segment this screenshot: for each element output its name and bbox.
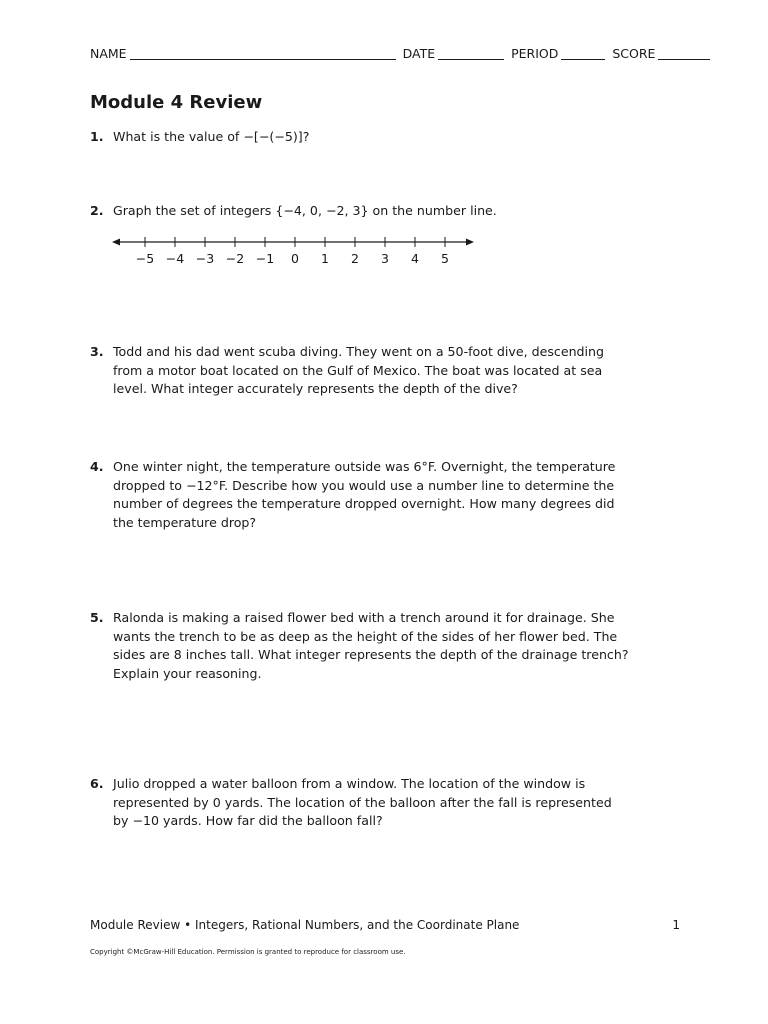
question-text: What is the value of −[−(−5)]? bbox=[113, 129, 310, 144]
name-label: NAME bbox=[90, 46, 127, 61]
question-number: 5. bbox=[90, 610, 104, 625]
number-line-tick-label: 1 bbox=[321, 251, 329, 266]
number-line-tick-label: −5 bbox=[135, 251, 155, 266]
period-blank[interactable] bbox=[561, 46, 605, 60]
question-3 bbox=[90, 343, 630, 399]
date-label: DATE bbox=[402, 46, 436, 61]
left-arrow-icon bbox=[112, 239, 120, 246]
number-line-tick-label: −2 bbox=[225, 251, 245, 266]
question-text: One winter night, the temperature outside was 6°F. Overnight, the temperature dropped to −12°F. Describe how you would use a number line to determine the number of degrees the temperature dropped overnight. How many degrees did the temperature drop? bbox=[113, 459, 616, 530]
number-line-tick-label: 4 bbox=[411, 251, 419, 266]
page-footer bbox=[90, 918, 680, 932]
question-number: 2. bbox=[90, 203, 104, 218]
number-line-tick-label: −1 bbox=[255, 251, 275, 266]
question-2 bbox=[90, 202, 630, 221]
question-number: 1. bbox=[90, 129, 104, 144]
number-line-tick-label: 3 bbox=[381, 251, 389, 266]
question-number: 4. bbox=[90, 459, 104, 474]
page-number: 1 bbox=[672, 918, 680, 932]
question-text: Todd and his dad went scuba diving. They went on a 50-foot dive, descending from a motor boat located on the Gulf of Mexico. The boat was located at sea level. What integer accurately represents the depth of the dive? bbox=[113, 344, 605, 396]
number-line-tick-label: 2 bbox=[351, 251, 359, 266]
period-label: PERIOD bbox=[511, 46, 559, 61]
question-text: Ralonda is making a raised flower bed with a trench around it for drainage. She wants the trench to be as deep as the height of the sides of her flower bed. The sides are 8 inches tall. What integer represents the depth of the drainage trench? Explain your reasoning. bbox=[113, 610, 629, 681]
number-line[interactable] bbox=[110, 232, 480, 268]
question-text: Julio dropped a water balloon from a window. The location of the window is represented by 0 yards. The location of the balloon after the fall is represented by −10 yards. How far did the balloon fall? bbox=[113, 776, 612, 828]
question-1 bbox=[90, 128, 630, 147]
question-number: 6. bbox=[90, 776, 104, 791]
question-4 bbox=[90, 458, 630, 532]
page-title: Module 4 Review bbox=[90, 92, 263, 113]
score-label: SCORE bbox=[612, 46, 656, 61]
name-blank[interactable] bbox=[130, 46, 396, 60]
student-info-header bbox=[90, 46, 710, 61]
number-line-tick-label: −3 bbox=[195, 251, 215, 266]
number-line-tick-label: 0 bbox=[291, 251, 299, 266]
right-arrow-icon bbox=[466, 239, 474, 246]
footer-text: Module Review • Integers, Rational Numbers, and the Coordinate Plane bbox=[90, 918, 520, 932]
number-line-tick-label: 5 bbox=[441, 251, 449, 266]
copyright-notice: Copyright ©McGraw-Hill Education. Permission is granted to reproduce for classroom use. bbox=[90, 948, 406, 956]
number-line-tick-label: −4 bbox=[165, 251, 185, 266]
question-text: Graph the set of integers {−4, 0, −2, 3} on the number line. bbox=[113, 203, 497, 218]
score-blank[interactable] bbox=[658, 46, 710, 60]
question-6 bbox=[90, 775, 630, 831]
question-5 bbox=[90, 609, 630, 683]
question-number: 3. bbox=[90, 344, 104, 359]
date-blank[interactable] bbox=[438, 46, 504, 60]
